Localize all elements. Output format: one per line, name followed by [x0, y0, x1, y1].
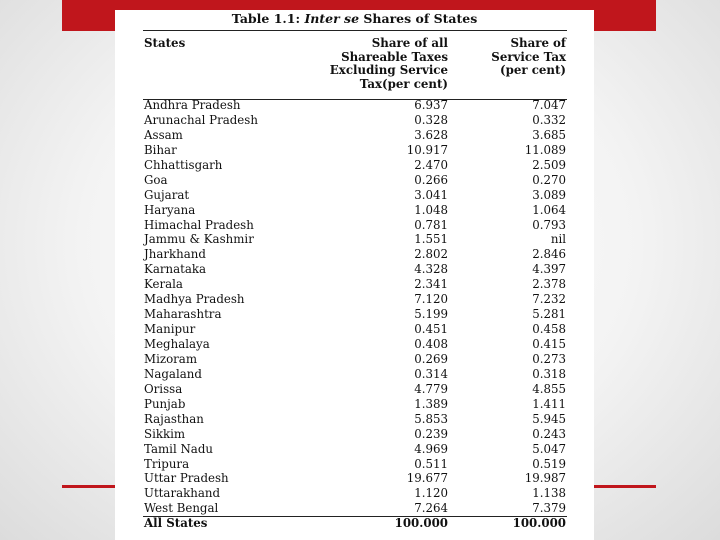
row-share-service: 5.281	[532, 307, 566, 322]
table-row	[115, 232, 594, 247]
row-share-service: 0.415	[532, 337, 566, 351]
row-share-taxes: 19.677	[406, 471, 448, 486]
row-share-service: nil	[550, 232, 566, 247]
row-state: Orissa	[144, 381, 183, 396]
row-state: Mizoram	[144, 351, 198, 366]
row-state: Nagaland	[144, 366, 202, 381]
row-state: Maharashtra	[144, 307, 222, 322]
row-share-taxes: 0.781	[414, 217, 448, 232]
row-share-service: 0.458	[532, 322, 566, 337]
row-state: Tamil Nadu	[144, 441, 213, 456]
row-share-taxes: 7.120	[414, 292, 448, 307]
row-state: Himachal Pradesh	[144, 217, 254, 232]
row-share-taxes: 6.937	[414, 98, 448, 112]
row-share-taxes: 0.328	[414, 112, 448, 127]
table-row	[115, 322, 594, 337]
total-share-service: 100.000	[512, 516, 566, 530]
table-row	[115, 173, 594, 188]
row-share-taxes: 0.314	[414, 366, 448, 381]
row-state: Gujarat	[144, 187, 190, 202]
caption-italic: Inter se	[304, 11, 360, 26]
table-row	[115, 113, 594, 128]
table-row	[115, 382, 594, 397]
table-image	[115, 10, 594, 540]
total-share-taxes: 100.000	[394, 516, 448, 530]
total-state: All States	[144, 516, 208, 530]
table-row	[115, 128, 594, 143]
row-share-taxes: 0.239	[414, 426, 448, 441]
table-row	[115, 442, 594, 457]
row-share-service: 1.138	[532, 486, 566, 501]
row-state: Sikkim	[144, 426, 186, 441]
row-state: Chhattisgarh	[144, 157, 223, 172]
row-share-taxes: 1.120	[414, 486, 448, 501]
caption-prefix: Table 1.1:	[231, 11, 305, 26]
row-share-taxes: 2.470	[414, 157, 448, 172]
row-state: Andhra Pradesh	[144, 98, 241, 112]
row-state: Kerala	[144, 277, 183, 292]
row-state: West Bengal	[144, 501, 219, 516]
row-share-taxes: 4.328	[414, 262, 448, 277]
row-state: Haryana	[144, 202, 196, 217]
row-state: Jharkhand	[144, 247, 206, 262]
row-state: Goa	[144, 172, 168, 187]
table-total-row	[115, 516, 594, 531]
table-body	[115, 98, 594, 516]
row-share-taxes: 1.048	[414, 202, 448, 217]
header-share-taxes-line: Shareable Taxes	[341, 49, 448, 64]
header-share-taxes-line: Tax(per cent)	[359, 76, 448, 91]
table-row	[115, 158, 594, 173]
row-share-taxes: 0.511	[414, 456, 448, 471]
row-state: Rajasthan	[144, 411, 204, 426]
row-state: Tripura	[144, 456, 190, 471]
row-share-service: 0.270	[532, 172, 566, 187]
table-row	[115, 307, 594, 322]
row-share-service: 7.379	[532, 501, 566, 516]
row-share-service: 5.047	[532, 441, 566, 456]
table-row	[115, 457, 594, 472]
row-state: Jammu & Kashmir	[144, 232, 254, 247]
row-share-taxes: 1.551	[414, 232, 448, 247]
header-share-service-line: Share of	[510, 36, 566, 50]
row-share-service: 4.397	[532, 262, 566, 277]
row-share-service: 0.318	[532, 366, 566, 381]
row-share-service: 7.232	[532, 292, 566, 307]
row-share-taxes: 0.451	[414, 322, 448, 337]
table-row	[115, 218, 594, 233]
row-share-service: 2.509	[532, 157, 566, 172]
row-share-service: 0.273	[532, 351, 566, 366]
table-row	[115, 412, 594, 427]
bottom-accent-line-right	[594, 485, 656, 488]
top-rule	[143, 30, 567, 31]
row-share-taxes: 0.269	[414, 351, 448, 366]
row-state: Punjab	[144, 396, 186, 411]
row-share-taxes: 4.969	[414, 441, 448, 456]
caption-suffix: Shares of States	[359, 11, 478, 26]
row-state: Uttarakhand	[144, 486, 221, 501]
row-share-taxes: 0.266	[414, 172, 448, 187]
table-row	[115, 247, 594, 262]
row-share-service: 2.846	[532, 247, 566, 262]
row-share-service: 11.089	[524, 142, 566, 157]
row-share-taxes: 3.628	[414, 127, 448, 142]
table-row	[115, 501, 594, 516]
row-share-taxes: 7.264	[414, 501, 448, 516]
row-share-service: 7.047	[532, 98, 566, 112]
table-row	[115, 367, 594, 382]
table-row	[115, 98, 594, 113]
row-state: Meghalaya	[144, 337, 210, 351]
header-share-taxes-line: Share of all	[371, 36, 448, 50]
row-share-service: 4.855	[532, 381, 566, 396]
row-state: Karnataka	[144, 262, 207, 277]
row-state: Assam	[144, 127, 183, 142]
table-row	[115, 262, 594, 277]
header-share-service-line: Service Tax	[491, 49, 566, 64]
row-state: Manipur	[144, 322, 196, 337]
row-state: Uttar Pradesh	[144, 471, 229, 486]
row-share-service: 0.793	[532, 217, 566, 232]
row-share-service: 2.378	[532, 277, 566, 292]
row-share-taxes: 1.389	[414, 396, 448, 411]
table-row	[115, 397, 594, 412]
row-share-taxes: 2.341	[414, 277, 448, 292]
row-state: Madhya Pradesh	[144, 292, 245, 307]
table-row	[115, 352, 594, 367]
row-state: Arunachal Pradesh	[144, 112, 258, 127]
header-share-service-line: (per cent)	[500, 63, 566, 78]
table-row	[115, 486, 594, 501]
row-share-taxes: 5.199	[414, 307, 448, 322]
row-share-service: 1.064	[532, 202, 566, 217]
table-row	[115, 292, 594, 307]
bottom-accent-line-left	[62, 485, 116, 488]
table-row	[115, 277, 594, 292]
row-share-service: 0.519	[532, 456, 566, 471]
table-row	[115, 337, 594, 352]
table-row	[115, 188, 594, 203]
row-share-service: 3.089	[532, 187, 566, 202]
table-row	[115, 143, 594, 158]
row-share-taxes: 10.917	[406, 142, 448, 157]
row-share-taxes: 3.041	[414, 187, 448, 202]
row-share-taxes: 0.408	[414, 337, 448, 351]
row-share-service: 1.411	[532, 396, 566, 411]
row-share-taxes: 2.802	[414, 247, 448, 262]
row-share-service: 0.243	[532, 426, 566, 441]
table-row	[115, 203, 594, 218]
header-states: States	[144, 36, 186, 50]
row-share-taxes: 4.779	[414, 381, 448, 396]
row-share-service: 5.945	[532, 411, 566, 426]
row-share-service: 19.987	[524, 471, 566, 486]
table-row	[115, 427, 594, 442]
row-state: Bihar	[144, 142, 177, 157]
header-share-taxes	[330, 37, 448, 91]
header-share-service	[491, 37, 566, 78]
table-caption	[115, 11, 594, 26]
table-row	[115, 471, 594, 486]
header-share-taxes-line: Excluding Service	[329, 63, 448, 78]
row-share-taxes: 5.853	[414, 411, 448, 426]
row-share-service: 0.332	[532, 112, 566, 127]
row-share-service: 3.685	[532, 127, 566, 142]
